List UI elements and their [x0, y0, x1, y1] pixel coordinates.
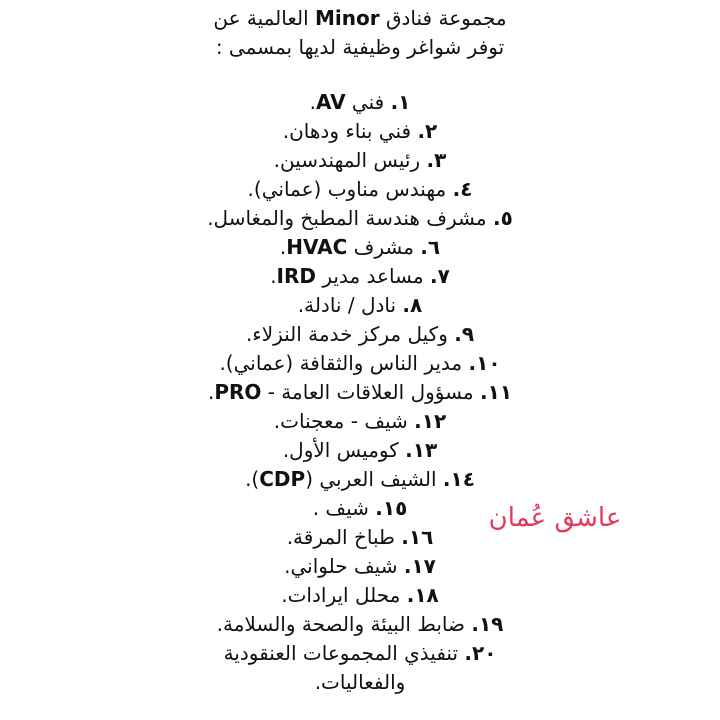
- job-title-suffix: .: [309, 90, 316, 114]
- job-title: مسؤول العلاقات العامة -: [261, 380, 474, 404]
- job-title-suffix: ).: [245, 467, 260, 491]
- job-item: [0, 407, 720, 436]
- job-title: نادل / نادلة.: [297, 293, 397, 317]
- job-number: ١٠.: [468, 351, 501, 375]
- job-item: [0, 175, 720, 204]
- job-title-code: PRO: [214, 380, 262, 404]
- job-title: مدير الناس والثقافة (عماني).: [219, 351, 463, 375]
- job-item: [0, 639, 720, 697]
- job-title: محلل ايرادات.: [281, 583, 401, 607]
- job-title-code: AV: [315, 90, 346, 114]
- job-item: [0, 117, 720, 146]
- job-number: ٥.: [492, 206, 513, 230]
- signature-watermark: عاشق عُمان: [488, 503, 622, 533]
- job-item: [0, 581, 720, 610]
- job-item: [0, 465, 720, 494]
- job-title: مهندس مناوب (عماني).: [247, 177, 447, 201]
- job-title: مشرف: [347, 235, 414, 259]
- job-item: [0, 378, 720, 407]
- intro-line-1-start: مجموعة فنادق: [379, 6, 507, 30]
- job-title: وكيل مركز خدمة النزلاء.: [245, 322, 448, 346]
- job-title: شيف - معجنات.: [273, 409, 408, 433]
- job-title: طباخ المرقة.: [286, 525, 395, 549]
- job-number: ٣.: [426, 148, 447, 172]
- job-number: ٦.: [420, 235, 441, 259]
- job-title-suffix: .: [207, 380, 215, 404]
- job-number: ١١.: [480, 380, 513, 404]
- job-item: [0, 552, 720, 581]
- job-number: ٩.: [454, 322, 475, 346]
- job-list: [0, 88, 720, 697]
- brand-name: Minor: [315, 6, 380, 30]
- job-title: ضابط البيئة والصحة والسلامة.: [216, 612, 465, 636]
- job-title-suffix: .: [279, 235, 287, 259]
- job-number: ٨.: [402, 293, 423, 317]
- job-number: ١٧.: [403, 554, 436, 578]
- job-item: [0, 320, 720, 349]
- job-title-suffix: .: [270, 264, 277, 288]
- job-number: ١٩.: [471, 612, 504, 636]
- job-title: مشرف هندسة المطبخ والمغاسل.: [207, 206, 487, 230]
- job-title: كوميس الأول.: [282, 438, 399, 462]
- job-title-code: HVAC: [286, 235, 348, 259]
- job-number: ١٨.: [406, 583, 439, 607]
- job-item: [0, 436, 720, 465]
- job-title: فني: [345, 90, 385, 114]
- job-number: ١٦.: [401, 525, 434, 549]
- job-item: [0, 291, 720, 320]
- job-number: ٤.: [452, 177, 473, 201]
- job-number: ١٥.: [375, 496, 408, 520]
- job-number: ٧.: [429, 264, 450, 288]
- job-title: فني بناء ودهان.: [282, 119, 412, 143]
- job-item: [0, 204, 720, 233]
- job-number: ١.: [390, 90, 411, 114]
- intro-line-1: [0, 4, 720, 33]
- job-item: [0, 88, 720, 117]
- intro-line-2: توفر شواغر وظيفية لديها بمسمى :: [215, 35, 505, 59]
- job-title-code: CDP: [259, 467, 306, 491]
- intro-text: [0, 4, 720, 62]
- job-title: الشيف العربي (: [305, 467, 437, 491]
- job-item: [0, 610, 720, 639]
- job-number: ١٢.: [414, 409, 447, 433]
- job-number: ٢.: [417, 119, 438, 143]
- intro-line-1-end: العالمية عن: [213, 6, 316, 30]
- job-item: [0, 262, 720, 291]
- job-number: ١٣.: [405, 438, 438, 462]
- job-title: تنفيذي المجموعات العنقودية والفعاليات.: [223, 641, 459, 694]
- job-item: [0, 349, 720, 378]
- job-title-code: IRD: [276, 264, 316, 288]
- job-item: [0, 146, 720, 175]
- job-title: مساعد مدير: [316, 264, 424, 288]
- job-title: رئيس المهندسين.: [273, 148, 421, 172]
- job-number: ٢٠.: [464, 641, 497, 665]
- job-item: [0, 233, 720, 262]
- job-title: شيف حلواني.: [284, 554, 398, 578]
- job-number: ١٤.: [442, 467, 475, 491]
- job-title: شيف .: [312, 496, 369, 520]
